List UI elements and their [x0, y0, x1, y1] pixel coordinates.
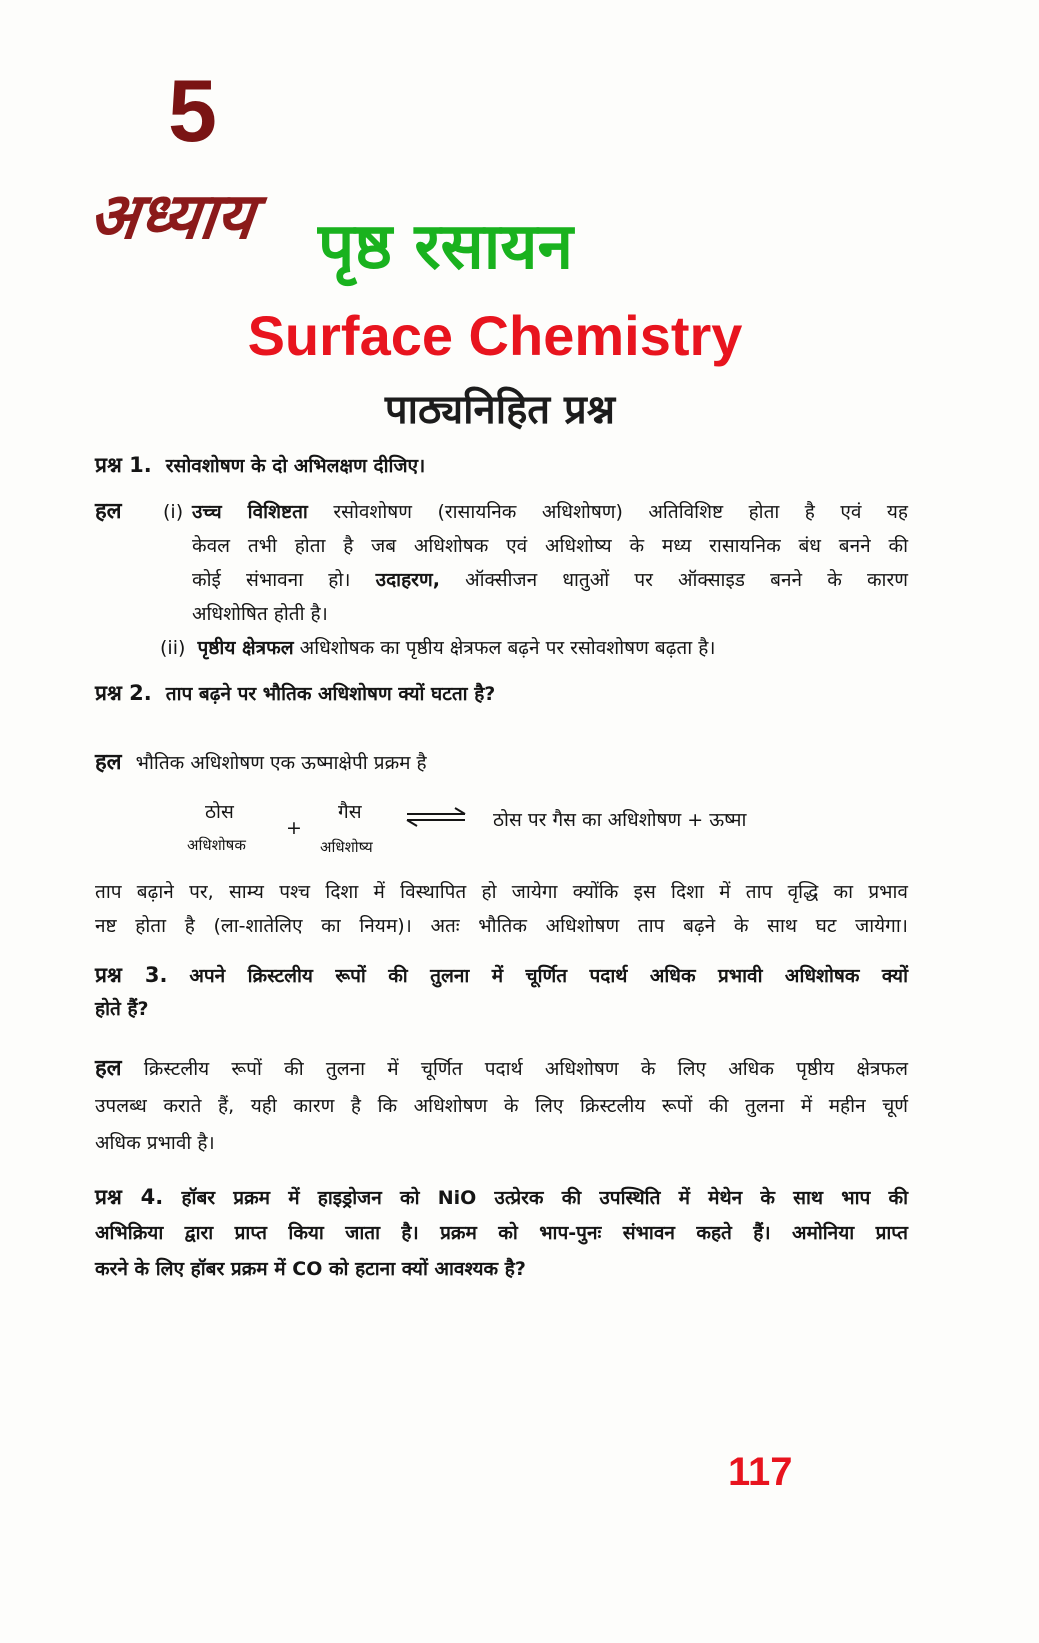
- answer-1-i-line-1: [192, 495, 908, 529]
- answer-1-i-term: उच्च विशिष्टता: [192, 501, 308, 523]
- answer-1-i-line-3-a: कोई संभावना हो।: [192, 569, 351, 591]
- answer-2-intro: [95, 746, 427, 780]
- question-4-line-1: [95, 1180, 908, 1215]
- question-4-line-2: अभिक्रिया द्वारा प्राप्त किया जाता है। प्रक्रम को भाप-पुनः संभावन कहते हैं। अमोनिया प्राप्त: [95, 1222, 908, 1244]
- question-3-line-1: [95, 958, 908, 993]
- answer-3-label: हल: [95, 1056, 122, 1081]
- equation-solid: ठोस: [205, 801, 234, 823]
- equation-solid-label: अधिशोषक: [187, 836, 246, 854]
- question-4-line-3: करने के लिए हॉबर प्रक्रम में CO को हटाना क्यों आवश्यक है?: [95, 1258, 526, 1280]
- answer-3-line-1: [95, 1052, 908, 1086]
- chapter-number: 5: [168, 61, 218, 160]
- answer-1-ii: [160, 631, 716, 665]
- question-3-line-2: होते हैं?: [95, 998, 149, 1020]
- question-1-label: प्रश्न 1.: [95, 453, 152, 477]
- answer-3-line-3: अधिक प्रभावी है।: [95, 1132, 215, 1154]
- answer-1-ii-term: पृष्ठीय क्षेत्रफल: [197, 637, 294, 659]
- question-3-label: प्रश्न 3.: [95, 963, 168, 987]
- answer-3-text-1: क्रिस्टलीय रूपों की तुलना में चूर्णित पदार्थ अधिशोषण के लिए अधिक पृष्ठीय क्षेत्रफल: [143, 1058, 908, 1080]
- answer-1-ii-text: अधिशोषक का पृष्ठीय क्षेत्रफल बढ़ने पर रसोवशोषण बढ़ता है।: [299, 637, 716, 659]
- answer-2-label: हल: [95, 750, 122, 775]
- answer-2-line-2: नष्ट होता है (ला-शातेलिए का नियम)। अतः भौतिक अधिशोषण ताप बढ़ने के साथ घट जायेगा।: [95, 915, 908, 937]
- answer-3-line-2: उपलब्ध कराते हैं, यही कारण है कि अधिशोषण के लिए क्रिस्टलीय रूपों की तुलना में महीन चूर्ण: [95, 1095, 908, 1117]
- question-4-label: प्रश्न 4.: [95, 1185, 164, 1209]
- answer-2-line-1: ताप बढ़ाने पर, साम्य पश्च दिशा में विस्थापित हो जायेगा क्योंकि इस दिशा में ताप वृद्धि का प्रभाव: [95, 881, 908, 903]
- answer-1-example-term: उदाहरण,: [375, 569, 440, 591]
- question-3-text-1: अपने क्रिस्टलीय रूपों की तुलना में चूर्णित पदार्थ अधिक प्रभावी अधिशोषक क्यों: [189, 965, 908, 987]
- question-2-text: ताप बढ़ने पर भौतिक अधिशोषण क्यों घटता है?: [165, 683, 496, 705]
- answer-1-ii-marker: (ii): [160, 637, 186, 659]
- answer-1-i-line-3-b: ऑक्सीजन धातुओं पर ऑक्साइड बनने के कारण: [465, 569, 908, 591]
- question-2-label: प्रश्न 2.: [95, 681, 152, 705]
- answer-2-intro-text: भौतिक अधिशोषण एक ऊष्माक्षेपी प्रक्रम है: [135, 752, 427, 774]
- answer-1-i-line-3: [192, 563, 908, 597]
- equation-product: ठोस पर गैस का अधिशोषण + ऊष्मा: [493, 809, 747, 831]
- equation-plus: +: [286, 817, 302, 839]
- equation-gas: गैस: [338, 801, 362, 823]
- equilibrium-arrow-icon: [405, 807, 469, 827]
- question-4-text-1: हॉबर प्रक्रम में हाइड्रोजन को NiO उत्प्रेरक की उपस्थिति में मेथेन के साथ भाप की: [181, 1187, 908, 1209]
- equation-gas-label: अधिशोष्य: [320, 838, 373, 856]
- answer-1-label: हल: [95, 499, 122, 524]
- question-1: [95, 448, 425, 483]
- question-2: [95, 676, 495, 711]
- section-title: पाठ्यनिहित प्रश्न: [384, 387, 616, 433]
- question-1-text: रसोवशोषण के दो अभिलक्षण दीजिए।: [165, 455, 426, 477]
- answer-1-i-marker: (i): [163, 501, 184, 523]
- chapter-title-hindi: पृष्ठ रसायन: [318, 210, 573, 284]
- answer-1-i-line-2: केवल तभी होता है जब अधिशोषक एवं अधिशोष्य के मध्य रासायनिक बंध बनने की: [192, 535, 908, 557]
- chapter-title-english: Surface Chemistry: [247, 304, 743, 367]
- answer-1-i-text: रसोवशोषण (रासायनिक अधिशोषण) अतिविशिष्ट होता है एवं यह: [333, 501, 908, 523]
- chapter-label: अध्याय: [85, 180, 258, 254]
- answer-1-i-line-4: अधिशोषित होती है।: [192, 603, 328, 625]
- page-number: 117: [728, 1450, 793, 1494]
